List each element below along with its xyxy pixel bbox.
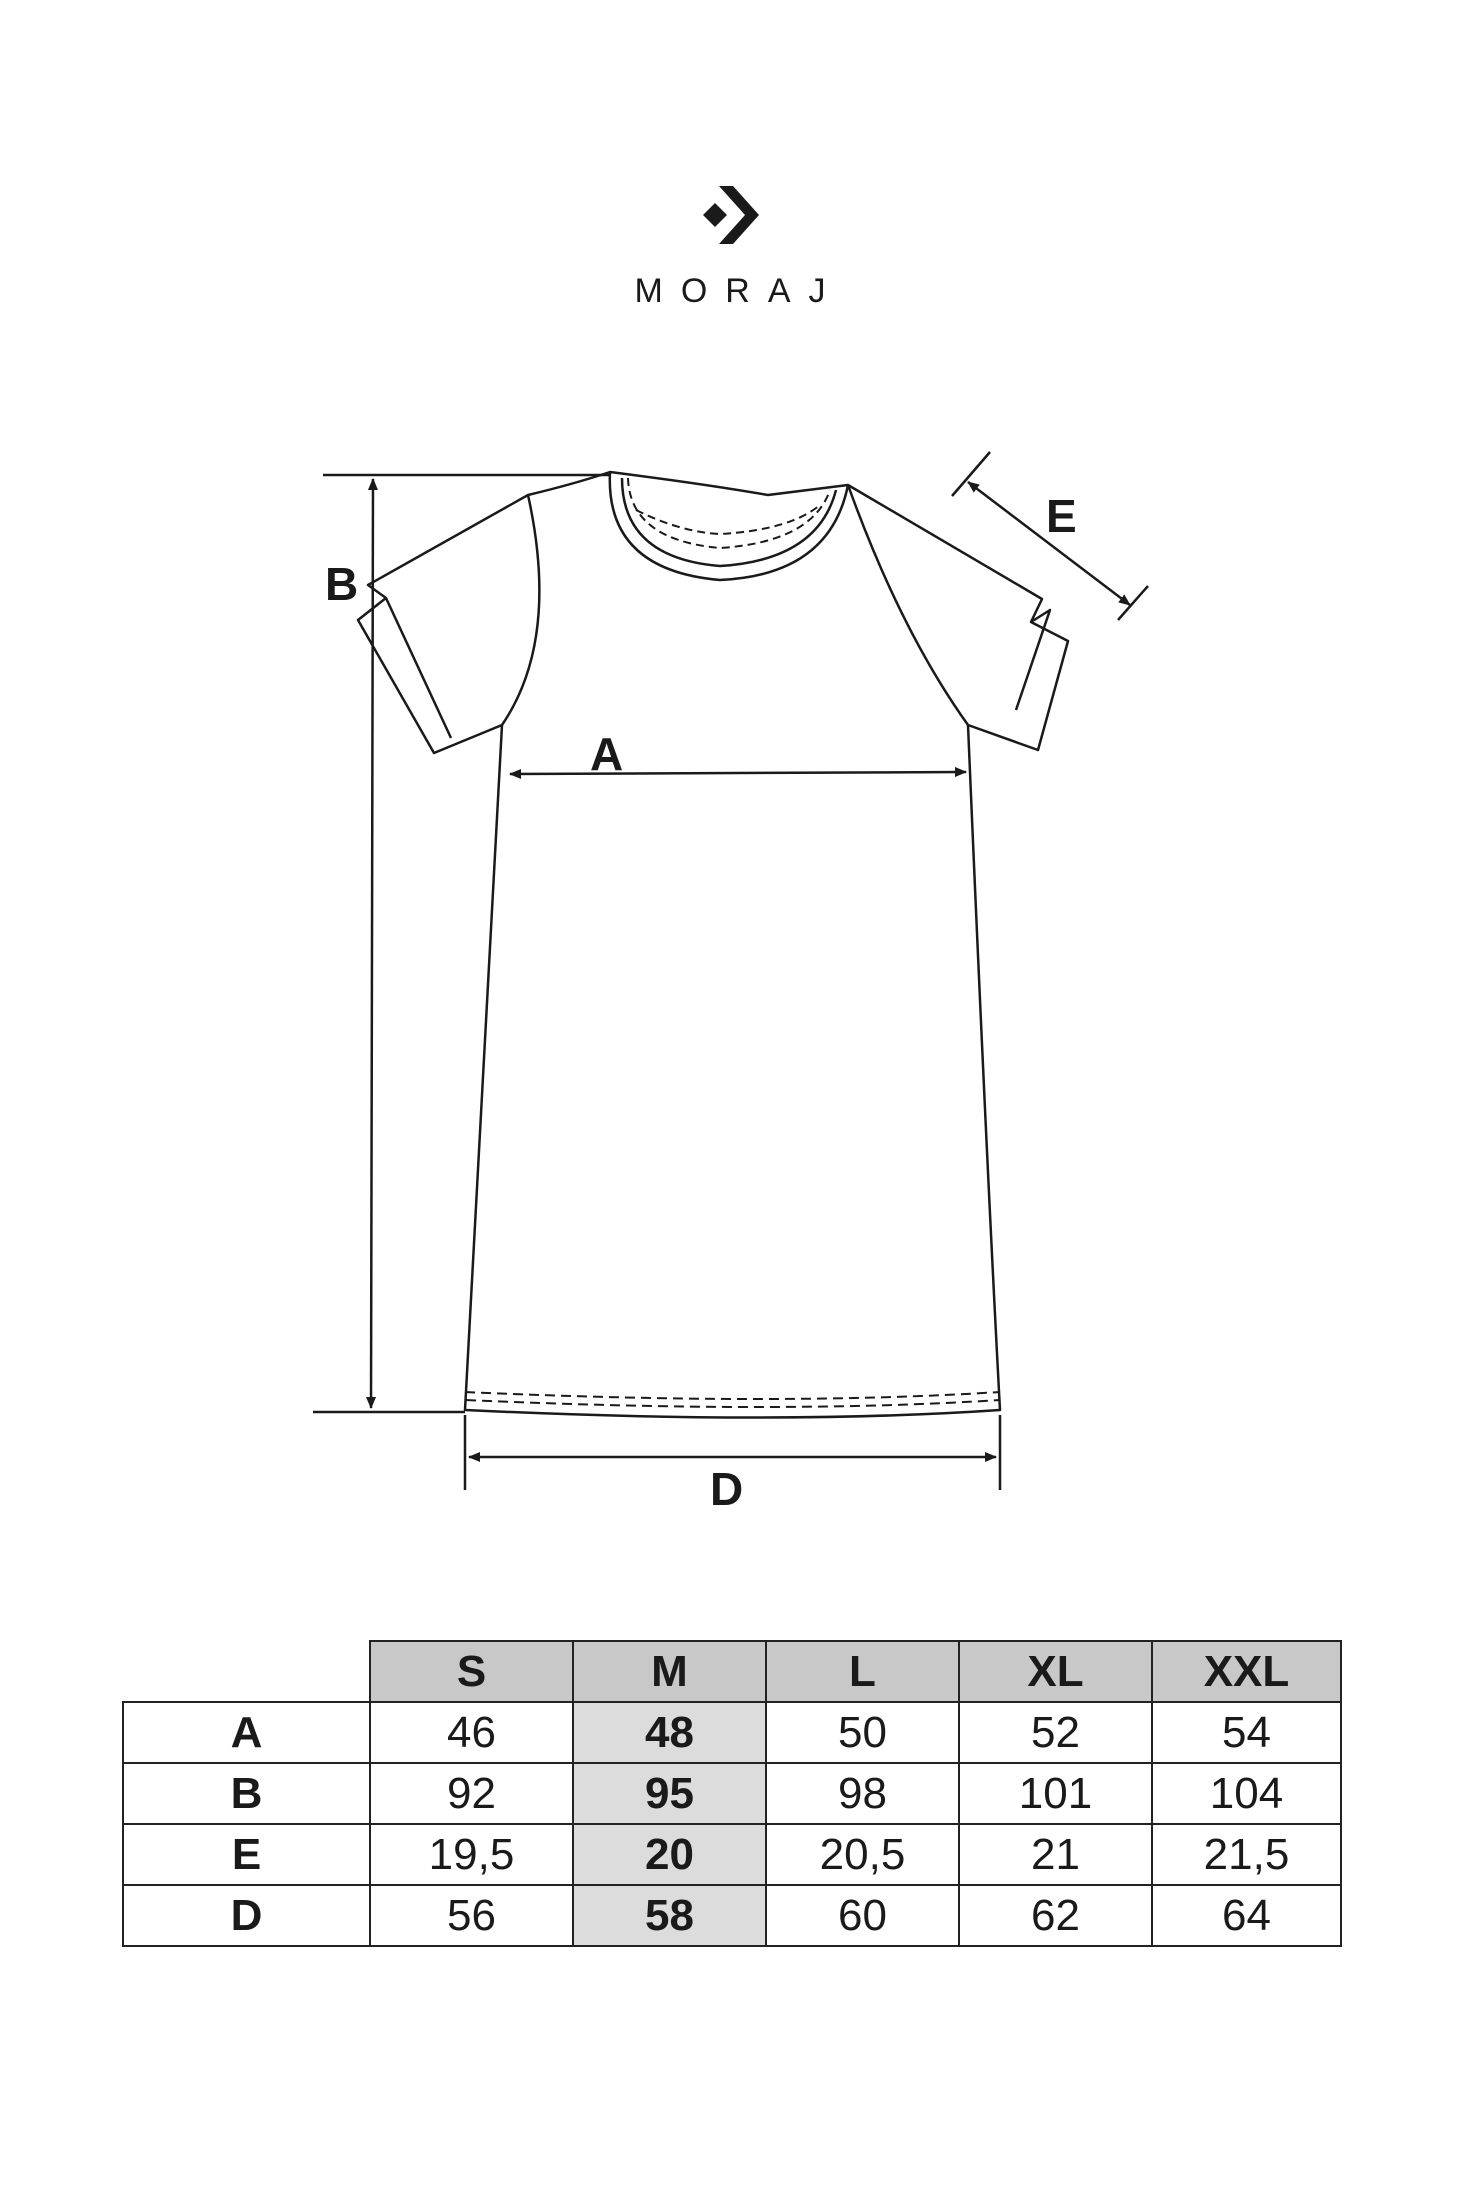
label-e: E [1046, 490, 1077, 542]
table-cell: 54 [1152, 1702, 1341, 1763]
table-row [123, 1763, 1341, 1824]
size-header: XXL [1152, 1641, 1341, 1702]
table-row [123, 1885, 1341, 1946]
table-cell: 62 [959, 1885, 1152, 1946]
table-cell: 56 [370, 1885, 573, 1946]
table-cell: 20,5 [766, 1824, 959, 1885]
label-a: A [590, 728, 624, 780]
tshirt-dress-outline [358, 472, 1068, 1418]
table-cell: 104 [1152, 1763, 1341, 1824]
row-label: E [123, 1824, 370, 1885]
label-d: D [710, 1463, 744, 1515]
chest-arrow-a [510, 772, 966, 774]
brand-logo [0, 180, 1460, 311]
moraj-arrow-logo-icon [695, 180, 765, 250]
size-header-row [123, 1641, 1341, 1702]
table-cell: 92 [370, 1763, 573, 1824]
measurement-lines [313, 452, 1148, 1490]
sleeve-guide-bottom [1118, 586, 1148, 620]
size-header: XL [959, 1641, 1152, 1702]
table-cell-highlighted: 20 [573, 1824, 766, 1885]
size-header: M [573, 1641, 766, 1702]
label-b: B [325, 558, 359, 610]
measurement-diagram [0, 440, 1460, 1520]
size-header: L [766, 1641, 959, 1702]
table-row [123, 1824, 1341, 1885]
table-cell-highlighted: 58 [573, 1885, 766, 1946]
table-cell: 21,5 [1152, 1824, 1341, 1885]
size-chart-table [122, 1640, 1342, 1947]
table-corner [123, 1641, 370, 1702]
size-header: S [370, 1641, 573, 1702]
table-cell: 19,5 [370, 1824, 573, 1885]
row-label: D [123, 1885, 370, 1946]
length-arrow-b [371, 479, 373, 1408]
table-cell: 50 [766, 1702, 959, 1763]
table-cell: 64 [1152, 1885, 1341, 1946]
table-cell-highlighted: 48 [573, 1702, 766, 1763]
table-row [123, 1702, 1341, 1763]
table-cell-highlighted: 95 [573, 1763, 766, 1824]
brand-name: MORAJ [634, 272, 844, 310]
sleeve-guide-top [952, 452, 990, 496]
table-cell: 52 [959, 1702, 1152, 1763]
table-cell: 46 [370, 1702, 573, 1763]
table-cell: 98 [766, 1763, 959, 1824]
table-cell: 101 [959, 1763, 1152, 1824]
table-cell: 21 [959, 1824, 1152, 1885]
table-cell: 60 [766, 1885, 959, 1946]
row-label: A [123, 1702, 370, 1763]
row-label: B [123, 1763, 370, 1824]
